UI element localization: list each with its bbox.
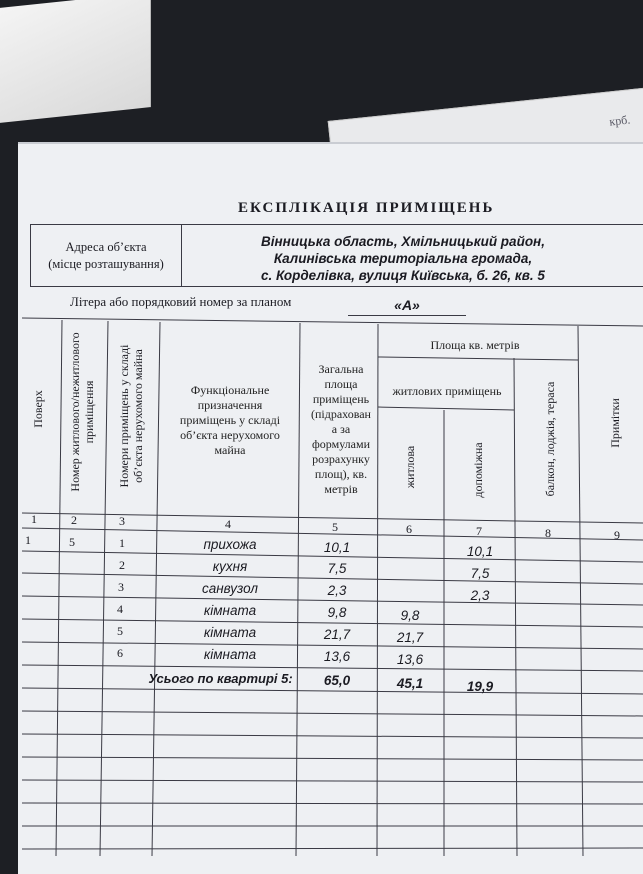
header-notes: Примітки [608,398,622,448]
litera-label: Літера або порядковий номер за планом [70,294,292,309]
cell-room: 1 [119,536,125,550]
header-function: Функціональне призначення приміщень у складі об’єкта нерухомого майна [179,383,281,457]
cell-total: 10,1 [323,540,351,555]
cell-function: санвузол [202,581,258,596]
cell-total: 21,7 [323,627,351,642]
cell-total: 2,3 [327,583,347,598]
cell-aux: 7,5 [470,566,490,581]
header-area-group: Площа кв. метрів [430,338,520,352]
header-floor: Поверх [31,390,45,428]
address-label-line2: (місце розташування) [48,256,164,271]
cell-room: 6 [117,646,123,660]
header-living-group: житлових приміщень [392,384,502,398]
col-num-8: 8 [545,526,551,540]
header-room-no: Номери приміщень у складі об’єкта нерухомого майна [117,344,145,488]
address-line2: Калинівська територіальна громада, [273,251,533,266]
header-total-area: Загальна площа приміщень (підрахован а за формулами розрахунку площ), кв. метрів [311,362,371,496]
totals-total: 65,0 [323,673,351,688]
cell-room: 5 [117,624,123,638]
corner-text: крб. [608,112,631,129]
cell-room: 2 [119,558,125,572]
cell-room: 3 [118,580,124,594]
cell-function: кімната [203,603,257,618]
col-num-6: 6 [406,522,412,536]
address-line1: Вінницька область, Хмільницький район, [261,234,545,249]
col-num-2: 2 [71,513,77,527]
totals-living: 45,1 [396,676,424,691]
col-num-9: 9 [614,528,620,542]
cell-aux: 2,3 [470,588,490,603]
col-num-3: 3 [119,514,125,528]
col-num-4: 4 [225,517,231,531]
cell-total: 13,6 [323,649,351,664]
cell-total: 9,8 [327,605,347,620]
address-label-line1: Адреса об’єкта [65,239,147,254]
totals-label: Усього по квартирі 5: [148,671,293,686]
document-title: ЕКСПЛІКАЦІЯ ПРИМІЩЕНЬ [238,200,495,216]
col-num-7: 7 [476,524,482,538]
litera-value: «А» [348,297,466,316]
header-living: житлова [403,445,417,489]
cell-total: 7,5 [327,561,347,576]
header-balcony: балкон, лоджія, тераса [543,381,557,497]
col-num-1: 1 [31,512,37,526]
cell-function: кухня [212,559,248,574]
cell-living: 13,6 [396,652,424,667]
cell-function: прихожа [203,537,257,552]
totals-aux: 19,9 [466,679,494,694]
col-num-5: 5 [332,520,338,534]
cell-function: кімната [203,647,257,662]
address-line3: с. Корделівка, вулиця Київська, б. 26, кв. 5 [261,268,545,283]
cell-living: 21,7 [396,630,424,645]
cell-floor: 1 [25,533,31,547]
cell-living: 9,8 [400,608,420,623]
header-premises-no: Номер житлового/нежитлового приміщення [68,332,96,492]
cell-function: кімната [203,625,257,640]
cell-aux: 10,1 [466,544,494,559]
header-auxiliary: допоміжна [471,442,485,498]
cell-premises: 5 [69,535,75,549]
cell-room: 4 [117,602,123,616]
